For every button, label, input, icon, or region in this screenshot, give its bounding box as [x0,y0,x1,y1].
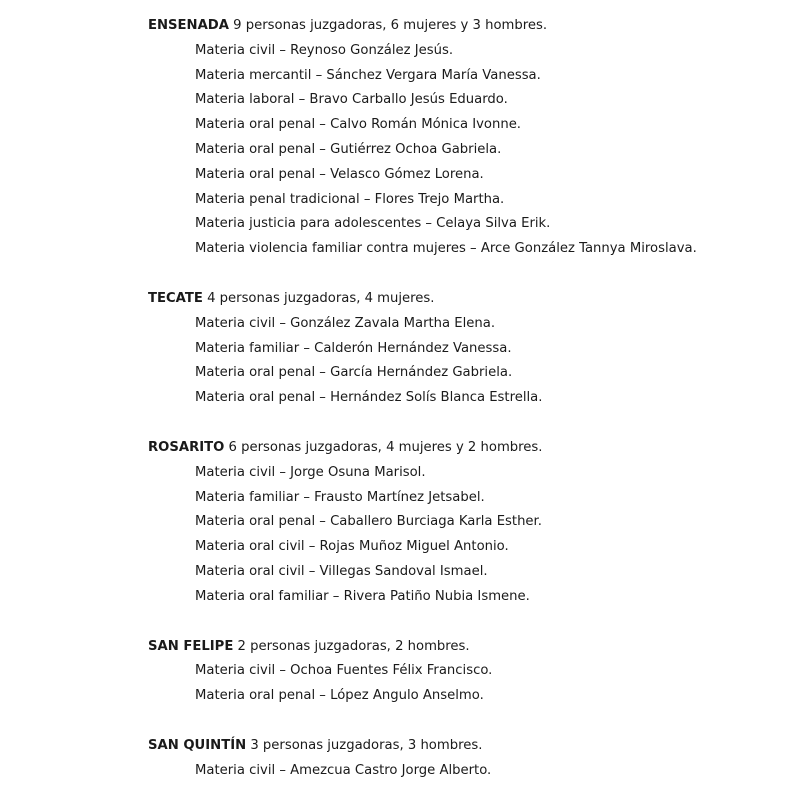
judge-list-item: Materia familiar – Calderón Hernández Vanessa. [195,340,512,356]
section-spacer [0,411,789,436]
section-heading [148,287,789,312]
judge-list-item: Materia oral penal – López Angulo Anselmo. [195,688,484,704]
judge-list-item: Materia penal tradicional – Flores Trejo Martha. [195,191,505,207]
section-spacer [0,709,789,734]
section-summary: 2 personas juzgadoras, 2 hombres. [237,638,470,654]
judge-list-item: Materia civil – Ochoa Fuentes Félix Francisco. [195,663,493,679]
judge-list-item: Materia civil – González Zavala Martha Elena. [195,315,496,331]
judge-list-item: Materia laboral – Bravo Carballo Jesús Eduardo. [195,92,508,108]
section-place: ROSARITO [148,439,225,455]
sections-container [0,14,789,784]
section-place: ENSENADA [148,18,229,33]
section-place: SAN QUINTÍN [148,737,247,753]
section-spacer [0,610,789,635]
judge-list-item: Materia violencia familiar contra mujeres – Arce González Tannya Miroslava. [195,241,697,257]
section-heading [148,14,789,39]
section-heading [148,734,789,759]
section-summary: 6 personas juzgadoras, 4 mujeres y 2 hombres. [228,439,543,455]
judge-list-item: Materia oral civil – Villegas Sandoval Ismael. [195,563,488,579]
judge-list-item: Materia oral familiar – Rivera Patiño Nubia Ismene. [195,588,530,604]
judge-list-item: Materia oral penal – Caballero Burciaga Karla Esther. [195,514,542,530]
judge-list-item: Materia civil – Jorge Osuna Marisol. [195,464,426,480]
judge-list-item: Materia oral penal – Calvo Román Mónica Ivonne. [195,117,522,133]
section-ensenada [0,14,789,262]
section-san-quintín [0,734,789,784]
section-summary: 4 personas juzgadoras, 4 mujeres. [207,290,435,306]
section-tecate [0,287,789,411]
judge-list-item: Materia civil – Amezcua Castro Jorge Alberto. [195,762,492,778]
section-san-felipe [0,635,789,709]
judge-list-item: Materia oral penal – García Hernández Gabriela. [195,365,513,381]
section-rosarito [0,436,789,610]
judge-list-item: Materia justicia para adolescentes – Celaya Silva Erik. [195,216,551,232]
section-summary: 9 personas juzgadoras, 6 mujeres y 3 hombres. [233,18,548,33]
judge-list-item: Materia oral penal – Velasco Gómez Lorena. [195,166,484,182]
section-place: SAN FELIPE [148,638,234,654]
section-heading [148,436,789,461]
section-place: TECATE [148,290,203,306]
judge-list-item: Materia civil – Reynoso González Jesús. [195,42,454,58]
section-heading [148,635,789,660]
judge-list-item: Materia oral penal – Gutiérrez Ochoa Gabriela. [195,141,502,157]
section-spacer [0,262,789,287]
judge-list-item: Materia mercantil – Sánchez Vergara María Vanessa. [195,67,541,83]
judge-list-item: Materia oral penal – Hernández Solís Blanca Estrella. [195,390,543,406]
judge-list-item: Materia familiar – Frausto Martínez Jetsabel. [195,489,485,505]
section-summary: 3 personas juzgadoras, 3 hombres. [250,737,483,753]
judge-list-item: Materia oral civil – Rojas Muñoz Miguel Antonio. [195,539,509,555]
